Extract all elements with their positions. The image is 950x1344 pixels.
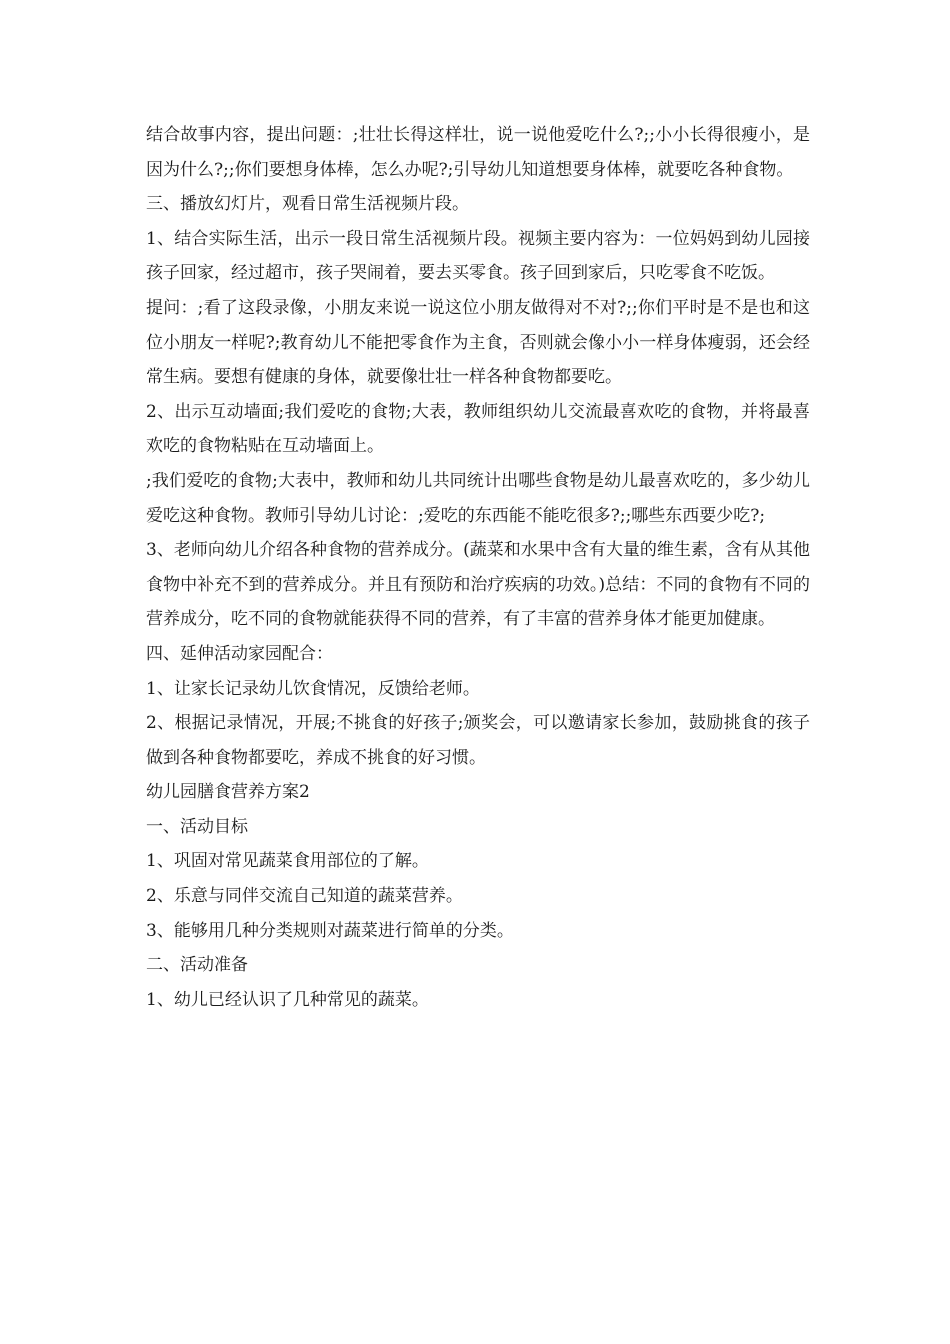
section-heading: 一、活动目标 [146, 816, 248, 837]
section-heading: 二、活动准备 [146, 955, 248, 976]
paragraph: 3、老师向幼儿介绍各种食物的营养成分。(蔬菜和水果中含有大量的维生素，含有从其他食物中补充不到的营养成分。并且有预防和治疗疾病的功效。)总结：不同的食物有不同的营养成分，吃不同的食物就能获得不同的营养，有了丰富的营养身体才能更加健康。 [146, 540, 810, 630]
paragraph: 结合故事内容，提出问题：;壮壮长得这样壮，说一说他爱吃什么?;;小小长得很瘦小，是因为什么?;;你们要想身体棒，怎么办呢?;引导幼儿知道想要身体棒，就要吃各种食物。 [146, 125, 810, 180]
paragraph: 1、结合实际生活，出示一段日常生活视频片段。视频主要内容为：一位妈妈到幼儿园接孩子回家，经过超市，孩子哭闹着，要去买零食。孩子回到家后，只吃零食不吃饭。 [146, 228, 810, 284]
paragraph: 1、巩固对常见蔬菜食用部位的了解。 [146, 851, 429, 872]
section-heading: 三、播放幻灯片，观看日常生活视频片段。 [146, 194, 469, 215]
document-body [146, 118, 810, 1017]
paragraph: 提问：;看了这段录像，小朋友来说一说这位小朋友做得对不对?;;你们平时是不是也和这位小朋友一样呢?;教育幼儿不能把零食作为主食，否则就会像小小一样身体瘦弱，还会经常生病。要想有健康的身体，就要像壮壮一样各种食物都要吃。 [146, 297, 810, 388]
paragraph: 3、能够用几种分类规则对蔬菜进行简单的分类。 [146, 920, 514, 941]
paragraph: 2、出示互动墙面;我们爱吃的食物;大表，教师组织幼儿交流最喜欢吃的食物，并将最喜欢吃的食物粘贴在互动墙面上。 [146, 401, 810, 457]
document-subtitle: 幼儿园膳食营养方案2 [146, 782, 310, 803]
paragraph: 2、根据记录情况，开展;不挑食的好孩子;颁奖会，可以邀请家长参加，鼓励挑食的孩子做到各种食物都要吃，养成不挑食的好习惯。 [146, 713, 810, 768]
paragraph: 2、乐意与同伴交流自己知道的蔬菜营养。 [146, 886, 463, 907]
paragraph: 1、让家长记录幼儿饮食情况，反馈给老师。 [146, 678, 480, 699]
section-heading: 四、延伸活动家园配合： [146, 643, 333, 664]
paragraph: 1、幼儿已经认识了几种常见的蔬菜。 [146, 989, 429, 1010]
paragraph: ;我们爱吃的食物;大表中，教师和幼儿共同统计出哪些食物是幼儿最喜欢吃的，多少幼儿爱吃这种食物。教师引导幼儿讨论：;爱吃的东西能不能吃很多?;;哪些东西要少吃?; [146, 470, 810, 526]
